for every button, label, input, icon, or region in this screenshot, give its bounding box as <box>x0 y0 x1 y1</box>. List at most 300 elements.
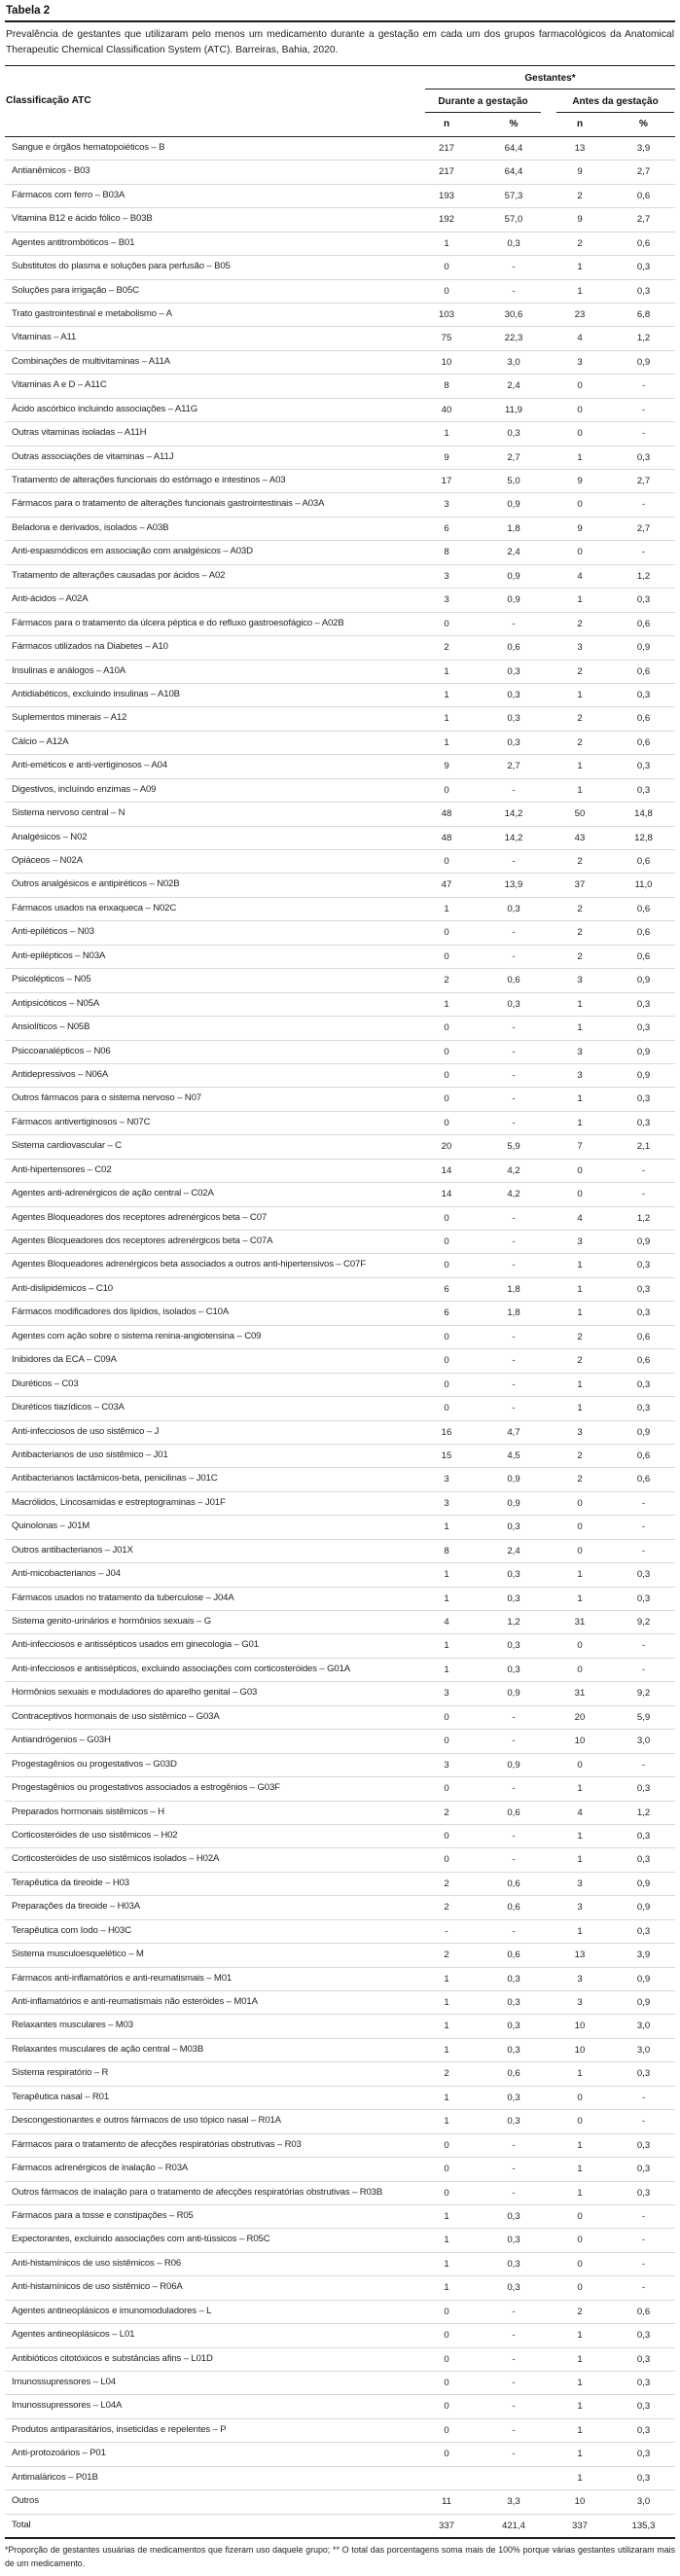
atc-name-cell: Outros <box>5 2490 413 2514</box>
table-row <box>5 1040 675 1063</box>
value-cell: 217 <box>413 161 480 184</box>
table-row <box>5 1017 675 1040</box>
value-cell: 1 <box>413 1516 480 1539</box>
value-cell: 0,3 <box>612 256 675 279</box>
table-row <box>5 1848 675 1872</box>
value-cell: 0,6 <box>480 1944 548 1967</box>
value-cell: 1 <box>413 1563 480 1587</box>
table-row <box>5 2015 675 2038</box>
atc-name-cell: Opiáceos – N02A <box>5 850 413 874</box>
table-row <box>5 398 675 421</box>
atc-name-cell: Agentes antineoplásicos e imunomoduladores – L <box>5 2300 413 2323</box>
table-row <box>5 826 675 849</box>
value-cell: 0,9 <box>480 1753 548 1776</box>
value-cell: 1 <box>413 2015 480 2038</box>
value-cell: 10 <box>548 2490 612 2514</box>
value-cell: 2 <box>413 2062 480 2086</box>
atc-name-cell: Antianêmicos - B03 <box>5 161 413 184</box>
atc-name-cell: Diuréticos tiazídicos – C03A <box>5 1397 413 1420</box>
table-row <box>5 2300 675 2323</box>
atc-name-cell: Anti-infecciosos e antissépticos, excluindo associações com corticosteróides – G01A <box>5 1658 413 1681</box>
value-cell: 0 <box>413 850 480 874</box>
value-cell: - <box>480 1231 548 1254</box>
atc-name-cell: Fármacos adrenérgicos de inalação – R03A <box>5 2158 413 2181</box>
table-row <box>5 2110 675 2133</box>
table-row <box>5 589 675 612</box>
value-cell: 0,3 <box>612 2466 675 2489</box>
value-cell: 1 <box>413 2110 480 2133</box>
value-cell: 8 <box>413 541 480 564</box>
value-cell: 0,6 <box>612 184 675 207</box>
value-cell: - <box>612 2276 675 2300</box>
value-cell: - <box>612 375 675 398</box>
value-cell: 10 <box>413 350 480 374</box>
value-cell: 2 <box>548 2300 612 2323</box>
value-cell: 0 <box>413 1705 480 1729</box>
value-cell: 1 <box>548 1111 612 1134</box>
table-row <box>5 1516 675 1539</box>
table-row <box>5 208 675 232</box>
value-cell: 3 <box>548 1967 612 1990</box>
table-row <box>5 2181 675 2204</box>
value-cell: 2,7 <box>612 517 675 540</box>
value-cell: 0 <box>548 1539 612 1562</box>
value-cell: 0,9 <box>612 1231 675 1254</box>
value-cell: - <box>480 1349 548 1373</box>
atc-name-cell: Antidepressivos – N06A <box>5 1063 413 1087</box>
value-cell: - <box>480 2418 548 2442</box>
value-cell: 0 <box>413 1231 480 1254</box>
table-row <box>5 1777 675 1801</box>
value-cell: 0 <box>413 1088 480 1111</box>
value-cell: 0 <box>413 1325 480 1348</box>
value-cell: - <box>480 1254 548 1277</box>
value-cell: 0,3 <box>612 279 675 303</box>
value-cell: 0 <box>413 1349 480 1373</box>
value-cell: 0,3 <box>612 1563 675 1587</box>
value-cell: 0,6 <box>612 2300 675 2323</box>
table-row <box>5 2229 675 2252</box>
value-cell: 0,6 <box>480 636 548 660</box>
value-cell: 1 <box>548 2443 612 2466</box>
value-cell: 1,2 <box>612 564 675 588</box>
atc-name-cell: Produtos antiparasitários, inseticidas e repelentes – P <box>5 2418 413 2442</box>
table-row <box>5 1420 675 1444</box>
value-cell: 0,3 <box>612 1397 675 1420</box>
atc-name-cell: Terapêutica nasal – R01 <box>5 2086 413 2109</box>
value-cell: - <box>480 1705 548 1729</box>
value-cell: 0,3 <box>480 1967 548 1990</box>
value-cell: 0 <box>413 256 480 279</box>
value-cell: 0 <box>548 2229 612 2252</box>
table-row <box>5 2514 675 2538</box>
value-cell: 1 <box>548 2181 612 2204</box>
table-row <box>5 1254 675 1277</box>
table-header <box>5 66 675 137</box>
value-cell: 0 <box>548 1516 612 1539</box>
atc-name-cell: Corticosteróides de uso sistêmicos isolados – H02A <box>5 1848 413 1872</box>
value-cell: - <box>480 1373 548 1396</box>
table-row <box>5 1658 675 1681</box>
value-cell: - <box>612 1539 675 1562</box>
value-cell: 1,8 <box>480 1277 548 1301</box>
table-row <box>5 1705 675 1729</box>
value-cell: 1 <box>548 1777 612 1801</box>
value-cell: 0,3 <box>612 1017 675 1040</box>
value-cell: 1 <box>413 1991 480 2015</box>
value-cell: 0,3 <box>612 2418 675 2442</box>
atc-name-cell: Combinações de multivitaminas – A11A <box>5 350 413 374</box>
header-row-group <box>5 66 675 89</box>
value-cell: 0 <box>413 945 480 968</box>
value-cell: 14,2 <box>480 803 548 826</box>
value-cell: 1 <box>548 683 612 706</box>
atc-name-cell: Vitaminas – A11 <box>5 327 413 350</box>
value-cell: 2 <box>548 921 612 945</box>
value-cell: 1 <box>413 1587 480 1610</box>
value-cell: 1 <box>413 2276 480 2300</box>
value-cell: - <box>612 2204 675 2228</box>
atc-name-cell: Expectorantes, excluindo associações com anti-tússicos – R05C <box>5 2229 413 2252</box>
value-cell: 4 <box>548 327 612 350</box>
value-cell: - <box>480 1397 548 1420</box>
atc-name-cell: Insulinas e análogos – A10A <box>5 660 413 683</box>
value-cell: 1 <box>413 683 480 706</box>
value-cell: 57,3 <box>480 184 548 207</box>
table-title: Tabela 2 <box>5 3 675 22</box>
value-cell: 0,9 <box>612 350 675 374</box>
atc-name-cell: Sistema musculoesquelético – M <box>5 1944 413 1967</box>
value-cell: 0,6 <box>612 1444 675 1467</box>
value-cell: 2 <box>548 660 612 683</box>
value-cell: - <box>612 1159 675 1182</box>
value-cell: 0 <box>413 2324 480 2347</box>
atc-name-cell: Anti-hipertensores – C02 <box>5 1159 413 1182</box>
value-cell: 0,3 <box>612 1277 675 1301</box>
atc-name-cell: Outros antibacterianos – J01X <box>5 1539 413 1562</box>
value-cell: 4,5 <box>480 1444 548 1467</box>
atc-name-cell: Analgésicos – N02 <box>5 826 413 849</box>
value-cell: - <box>480 850 548 874</box>
value-cell: 337 <box>548 2514 612 2538</box>
value-cell: 1 <box>548 2347 612 2371</box>
table-row <box>5 707 675 731</box>
value-cell: 0,3 <box>480 2038 548 2061</box>
atc-name-cell: Anti-histamínicos de uso sistêmico – R06A <box>5 2276 413 2300</box>
atc-name-cell: Fármacos com ferro – B03A <box>5 184 413 207</box>
atc-name-cell: Descongestionantes e outros fármacos de uso tópico nasal – R01A <box>5 2110 413 2133</box>
value-cell: 1 <box>548 2062 612 2086</box>
atc-name-cell: Anti-protozoários – P01 <box>5 2443 413 2466</box>
value-cell: 0 <box>548 493 612 517</box>
value-cell: 0,6 <box>480 1801 548 1824</box>
table-row <box>5 1063 675 1087</box>
value-cell: 47 <box>413 874 480 897</box>
value-cell: 1,2 <box>612 1801 675 1824</box>
value-cell: 4 <box>548 1801 612 1824</box>
value-cell: - <box>480 945 548 968</box>
value-cell: 2 <box>413 1896 480 1919</box>
value-cell: 1 <box>548 1017 612 1040</box>
value-cell: 0,3 <box>612 1373 675 1396</box>
value-cell: - <box>480 1111 548 1134</box>
atc-name-cell: Fármacos para o tratamento de afecções respiratórias obstrutivas – R03 <box>5 2133 413 2157</box>
table-row <box>5 1753 675 1776</box>
value-cell: 2 <box>413 969 480 992</box>
value-cell: 9 <box>548 517 612 540</box>
value-cell: 3 <box>548 1991 612 2015</box>
value-cell: 2 <box>548 184 612 207</box>
value-cell: 0 <box>413 1111 480 1134</box>
value-cell: - <box>480 279 548 303</box>
value-cell: 0 <box>548 1753 612 1776</box>
value-cell: 13,9 <box>480 874 548 897</box>
table-row <box>5 2252 675 2275</box>
value-cell: 0,3 <box>480 2086 548 2109</box>
value-cell: 1 <box>548 1824 612 1847</box>
table-row <box>5 1491 675 1515</box>
atc-name-cell: Anti-histamínicos de uso sistêmicos – R06 <box>5 2252 413 2275</box>
value-cell: 3 <box>413 1753 480 1776</box>
value-cell: - <box>480 1325 548 1348</box>
value-cell: - <box>480 778 548 802</box>
value-cell: 0 <box>413 1040 480 1063</box>
value-cell: 2 <box>413 1872 480 1895</box>
atc-name-cell: Fármacos utilizados na Diabetes – A10 <box>5 636 413 660</box>
value-cell: 135,3 <box>612 2514 675 2538</box>
atc-name-cell: Antipsicóticos – N05A <box>5 992 413 1016</box>
table-row <box>5 755 675 778</box>
atc-name-cell: Anti-epilépticos – N03A <box>5 945 413 968</box>
value-cell: 2 <box>548 731 612 754</box>
value-cell: - <box>480 612 548 635</box>
value-cell: - <box>612 2110 675 2133</box>
atc-name-cell: Hormônios sexuais e moduladores do aparelho genital – G03 <box>5 1682 413 1705</box>
table-row <box>5 897 675 920</box>
table-row <box>5 2158 675 2181</box>
value-cell: 10 <box>548 2038 612 2061</box>
value-cell: 20 <box>548 1705 612 1729</box>
value-cell: 0,3 <box>480 422 548 446</box>
value-cell: - <box>612 1183 675 1206</box>
table-row <box>5 1563 675 1587</box>
table-row <box>5 803 675 826</box>
col-header-gestantes <box>413 66 675 89</box>
value-cell: 17 <box>413 470 480 493</box>
value-cell: 1 <box>548 256 612 279</box>
value-cell: 3,9 <box>636 142 651 154</box>
atc-name-cell: Soluções para irrigação – B05C <box>5 279 413 303</box>
value-cell: 31 <box>548 1682 612 1705</box>
value-cell: 2 <box>548 1444 612 1467</box>
value-cell: 6 <box>413 517 480 540</box>
value-cell: - <box>612 1753 675 1776</box>
value-cell: 0,6 <box>612 612 675 635</box>
value-cell: 0,9 <box>480 1682 548 1705</box>
atc-name-cell: Fármacos anti-inflamatórios e anti-reumatismais – M01 <box>5 1967 413 1990</box>
table-row <box>5 1991 675 2015</box>
atc-name-cell: Fármacos para o tratamento de alterações funcionais gastrointestinais – A03A <box>5 493 413 517</box>
value-cell: 1 <box>548 279 612 303</box>
value-cell: 0,3 <box>612 2133 675 2157</box>
atc-name-cell: Anti-espasmódicos em associação com analgésicos – A03D <box>5 541 413 564</box>
atc-name-cell: Outros analgésicos e antipiréticos – N02B <box>5 874 413 897</box>
value-cell: 1 <box>413 2086 480 2109</box>
table-row <box>5 683 675 706</box>
value-cell: 1 <box>548 2372 612 2395</box>
value-cell: 0,9 <box>612 1040 675 1063</box>
value-cell: 0 <box>413 2181 480 2204</box>
value-cell: 1 <box>548 992 612 1016</box>
value-cell: - <box>612 1491 675 1515</box>
atc-name-cell: Sistema respiratório – R <box>5 2062 413 2086</box>
atc-name-cell: Fármacos para o tratamento da úlcera péptica e do refluxo gastroesofágico – A02B <box>5 612 413 635</box>
value-cell: 1 <box>413 232 480 255</box>
value-cell: 0,3 <box>612 1254 675 1277</box>
table-row <box>5 1682 675 1705</box>
col-header-atc: Classificação ATC <box>5 66 413 137</box>
value-cell: 3,0 <box>612 2015 675 2038</box>
value-cell: 8 <box>413 1539 480 1562</box>
table-row <box>5 517 675 540</box>
atc-name-cell: Sistema genito-urinários e hormônios sexuais – G <box>5 1611 413 1634</box>
value-cell: 0,3 <box>480 2229 548 2252</box>
atc-name-cell: Fármacos usados na enxaqueca – N02C <box>5 897 413 920</box>
value-cell: 0,3 <box>612 589 675 612</box>
value-cell: 0 <box>548 2204 612 2228</box>
value-cell: 43 <box>548 826 612 849</box>
value-cell: 57,0 <box>480 208 548 232</box>
value-cell <box>413 2466 480 2489</box>
atc-name-cell: Sistema cardiovascular – C <box>5 1135 413 1159</box>
atc-name-cell: Progestagênios ou progestativos associados a estrogênios – G03F <box>5 1777 413 1801</box>
table-row <box>5 1373 675 1396</box>
col-header-gestantes-label: Gestantes* <box>425 66 675 89</box>
table-row <box>5 2086 675 2109</box>
value-cell: 0,6 <box>480 1872 548 1895</box>
value-cell: 0,3 <box>612 446 675 469</box>
value-cell: 0 <box>413 2372 480 2395</box>
value-cell: - <box>612 2252 675 2275</box>
value-cell: - <box>480 1063 548 1087</box>
atc-name-cell: Agentes com ação sobre o sistema renina-angiotensina – C09 <box>5 1325 413 1348</box>
value-cell: - <box>612 422 675 446</box>
value-cell: 0,3 <box>612 2347 675 2371</box>
table-row <box>5 921 675 945</box>
value-cell: 0 <box>413 1397 480 1420</box>
value-cell: 0 <box>548 541 612 564</box>
value-cell: 2 <box>413 1944 480 1967</box>
value-cell: 14 <box>413 1159 480 1182</box>
value-cell: 421,4 <box>480 2514 548 2538</box>
value-cell: 0 <box>413 2418 480 2442</box>
value-cell: 0,9 <box>612 636 675 660</box>
table-row <box>5 541 675 564</box>
table-row <box>5 161 675 184</box>
value-cell: 1 <box>548 1587 612 1610</box>
atc-name-cell: Agentes Bloqueadores dos receptores adrenérgicos beta – C07A <box>5 1231 413 1254</box>
atc-name-cell: Diuréticos – C03 <box>5 1373 413 1396</box>
table-row <box>5 327 675 350</box>
value-cell: 14,8 <box>612 803 675 826</box>
value-cell: 192 <box>413 208 480 232</box>
value-cell: 3 <box>548 1231 612 1254</box>
value-cell: 9,2 <box>612 1682 675 1705</box>
value-cell: 10 <box>548 2015 612 2038</box>
table-row <box>5 1967 675 1990</box>
table-row <box>5 1397 675 1420</box>
table-row <box>5 1206 675 1230</box>
table-row <box>5 279 675 303</box>
value-cell: 0,3 <box>612 1302 675 1325</box>
value-cell: 0,9 <box>480 1468 548 1491</box>
atc-name-cell: Terapêutica da tireoide – H03 <box>5 1872 413 1895</box>
value-cell: 2 <box>548 1325 612 1348</box>
value-cell: 0 <box>548 398 612 421</box>
table-row <box>5 1231 675 1254</box>
table-row <box>5 1896 675 1919</box>
table-row <box>5 256 675 279</box>
value-cell: 1 <box>413 2038 480 2061</box>
value-cell: - <box>480 1017 548 1040</box>
atc-name-cell: Outros fármacos para o sistema nervoso – N07 <box>5 1088 413 1111</box>
value-cell: - <box>480 2347 548 2371</box>
value-cell: 0 <box>413 2158 480 2181</box>
value-cell: 0,3 <box>480 707 548 731</box>
value-cell: 22,3 <box>480 327 548 350</box>
value-cell: 1 <box>548 1088 612 1111</box>
atc-name-cell: Antimaláricos – P01B <box>5 2466 413 2489</box>
value-cell: 3 <box>548 1420 612 1444</box>
atc-name-cell: Anti-eméticos e anti-vertiginosos – A04 <box>5 755 413 778</box>
value-cell: 3 <box>413 564 480 588</box>
value-cell: - <box>480 2372 548 2395</box>
value-cell: - <box>480 1824 548 1847</box>
atc-name-cell: Fármacos para a tosse e constipações – R05 <box>5 2204 413 2228</box>
table-row <box>5 1349 675 1373</box>
table-row <box>5 1183 675 1206</box>
value-cell: 0,6 <box>612 945 675 968</box>
table-body <box>5 136 675 2538</box>
atc-name-cell: Cálcio – A12A <box>5 731 413 754</box>
atc-name-cell: Total <box>5 2514 413 2538</box>
atc-name-cell: Contraceptivos hormonais de uso sistêmico – G03A <box>5 1705 413 1729</box>
value-cell: - <box>480 2300 548 2323</box>
value-cell: 1,2 <box>480 1611 548 1634</box>
value-cell: 2,7 <box>480 755 548 778</box>
value-cell: 3,0 <box>612 2038 675 2061</box>
value-cell: - <box>480 256 548 279</box>
value-cell: 1 <box>548 2466 612 2489</box>
value-cell: 0,9 <box>612 1420 675 1444</box>
value-cell: 3,0 <box>612 2490 675 2514</box>
table-row <box>5 446 675 469</box>
table-row <box>5 2204 675 2228</box>
value-cell: 1 <box>413 897 480 920</box>
value-cell: 9 <box>413 755 480 778</box>
value-cell: 48 <box>413 803 480 826</box>
value-cell: 20 <box>413 1135 480 1159</box>
value-cell: 1 <box>413 1967 480 1990</box>
value-cell: 1 <box>548 2133 612 2157</box>
value-cell: - <box>612 2086 675 2109</box>
value-cell: 3 <box>548 969 612 992</box>
atc-name-cell: Fármacos usados no tratamento da tuberculose – J04A <box>5 1587 413 1610</box>
value-cell: 0,3 <box>480 1587 548 1610</box>
value-cell: 75 <box>413 327 480 350</box>
table-row <box>5 850 675 874</box>
value-cell: 0 <box>413 2133 480 2157</box>
